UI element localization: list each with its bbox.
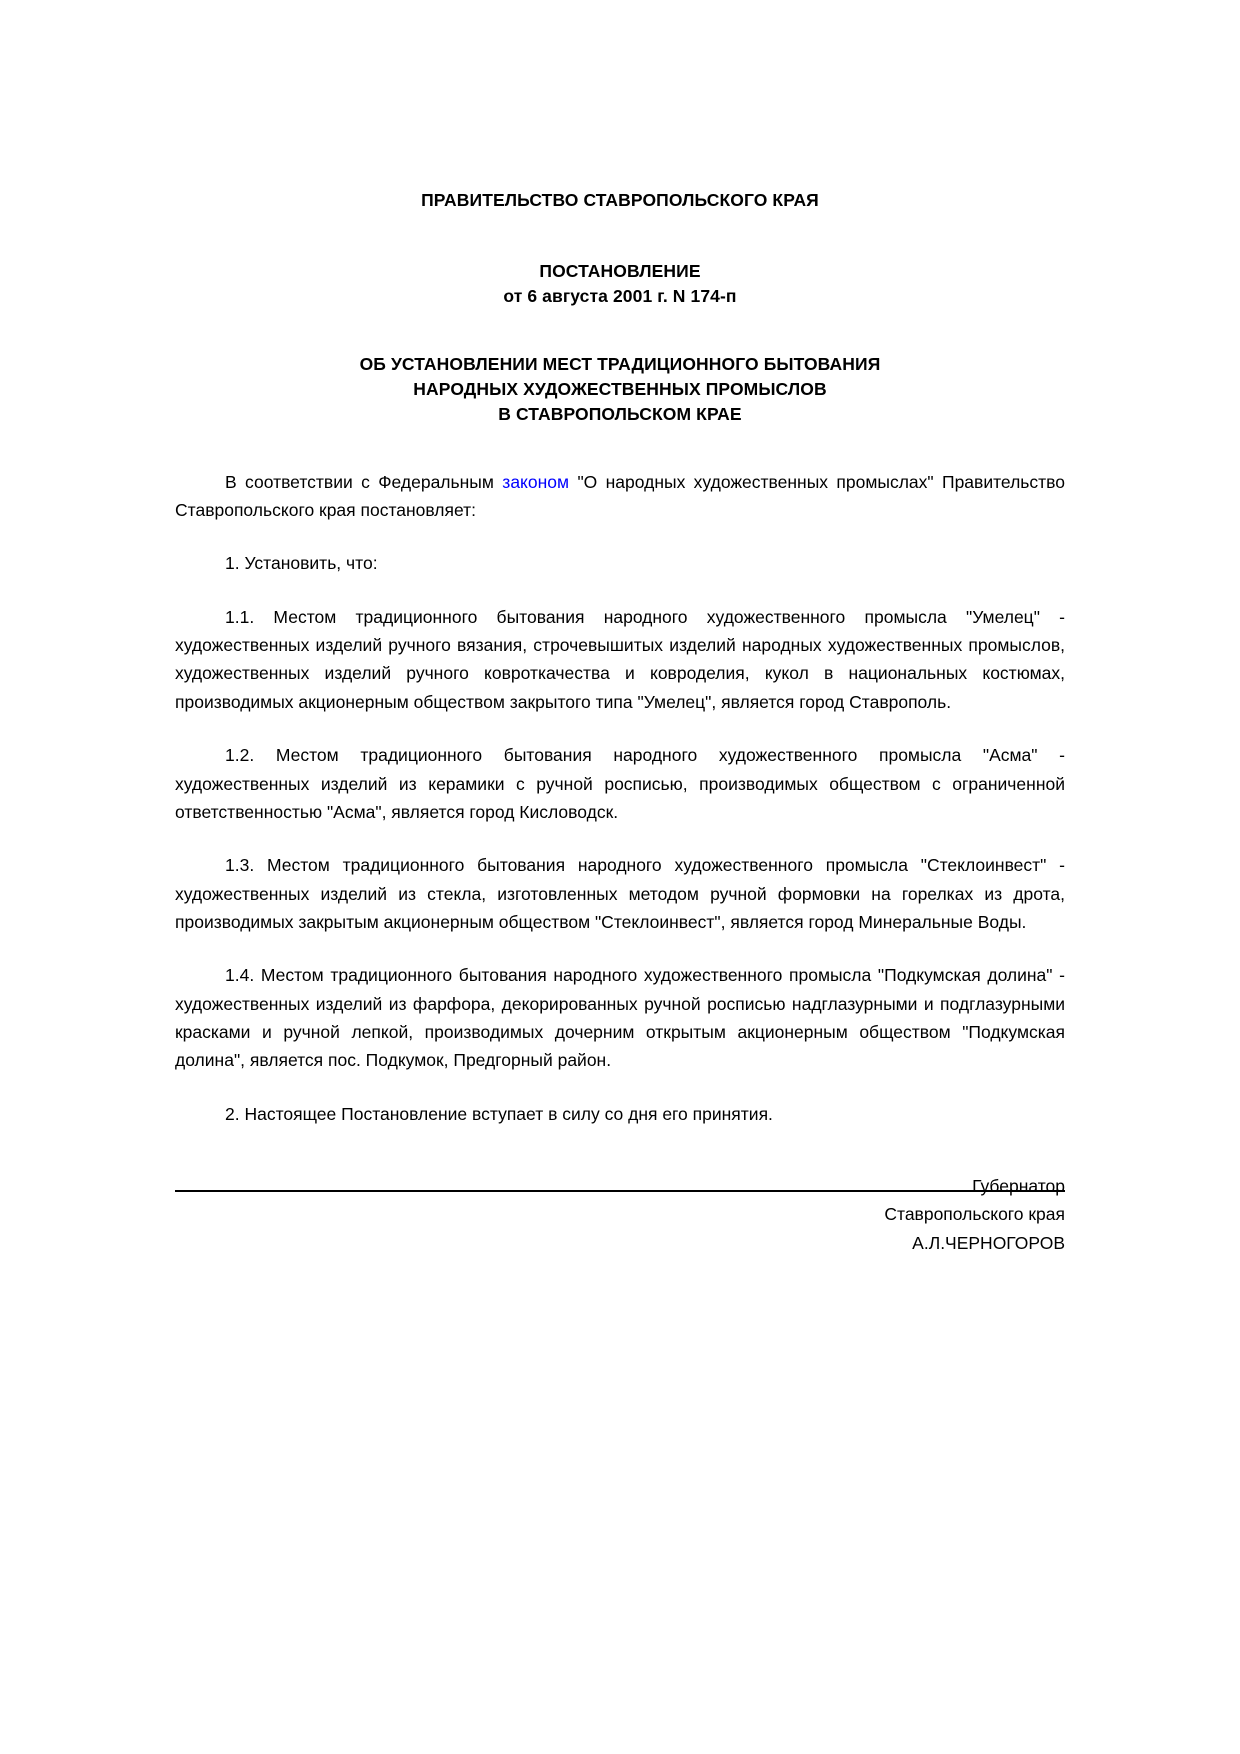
signatory-position: Губернатор	[972, 1175, 1065, 1196]
issuing-authority: ПРАВИТЕЛЬСТВО СТАВРОПОЛЬСКОГО КРАЯ	[421, 190, 819, 210]
paragraph-preamble	[175, 468, 1065, 525]
document-body	[175, 468, 1065, 1128]
paragraph-item-1: 1. Установить, что:	[225, 553, 378, 574]
paragraph-item-1-3: 1.3. Местом традиционного бытования народного художественного промысла "Стеклоинвест" - художественных изделий из стекла, изготовленных методом ручной формовки на горелках из дрота, производимых закрытым акционерным обществом "Стеклоинвест", является город Минеральные Воды.	[175, 855, 1065, 932]
document-header-block	[175, 190, 1065, 428]
document-title	[175, 352, 1065, 428]
preamble-text-before-link: В соответствии с Федеральным	[225, 471, 503, 492]
document-content	[175, 0, 1065, 1257]
document-date-number: от 6 августа 2001 г. N 174-п	[503, 286, 737, 307]
paragraph-item-2: 2. Настоящее Постановление вступает в силу со дня его принятия.	[225, 1103, 773, 1124]
signature-block	[175, 1172, 1065, 1257]
paragraph-item-1-2: 1.2. Местом традиционного бытования народного художественного промысла "Асма" - художественных изделий из керамики с ручной росписью, производимых обществом с ограниченной ответственностью "Асма", является город Кисловодск.	[175, 745, 1065, 822]
paragraph-item-1-4: 1.4. Местом традиционного бытования народного художественного промысла "Подкумская долина" - художественных изделий из фарфора, декорированных ручной росписью надглазурными и подглазурными красками и ручной лепкой, производимых дочерним открытым акционерным обществом "Подкумская долина", является пос. Подкумок, Предгорный район.	[175, 965, 1065, 1071]
signatory-region: Ставропольского края	[884, 1204, 1065, 1225]
federal-law-link[interactable]: законом	[502, 471, 570, 492]
paragraph-item-1-1: 1.1. Местом традиционного бытования народного художественного промысла "Умелец" - художественных изделий ручного вязания, строчевышитых изделий народных художественных промыслов, художественных изделий ручного ковроткачества и ковроделия, кукол в национальных костюмах, производимых акционерным обществом закрытого типа "Умелец", является город Ставрополь.	[175, 606, 1065, 712]
document-title-line-1: ОБ УСТАНОВЛЕНИИ МЕСТ ТРАДИЦИОННОГО БЫТОВАНИЯ	[359, 353, 881, 374]
footer-divider	[175, 1190, 1065, 1192]
signatory-name: А.Л.ЧЕРНОГОРОВ	[912, 1232, 1065, 1253]
document-kind: ПОСТАНОВЛЕНИЕ	[539, 260, 701, 281]
document-title-line-2: НАРОДНЫХ ХУДОЖЕСТВЕННЫХ ПРОМЫСЛОВ	[413, 379, 827, 399]
document-title-line-3: В СТАВРОПОЛЬСКОМ КРАЕ	[498, 404, 742, 425]
preamble-text-after-link: "О народных художественных промыслах" Правительство Ставропольского края постановляет:	[175, 471, 1066, 521]
